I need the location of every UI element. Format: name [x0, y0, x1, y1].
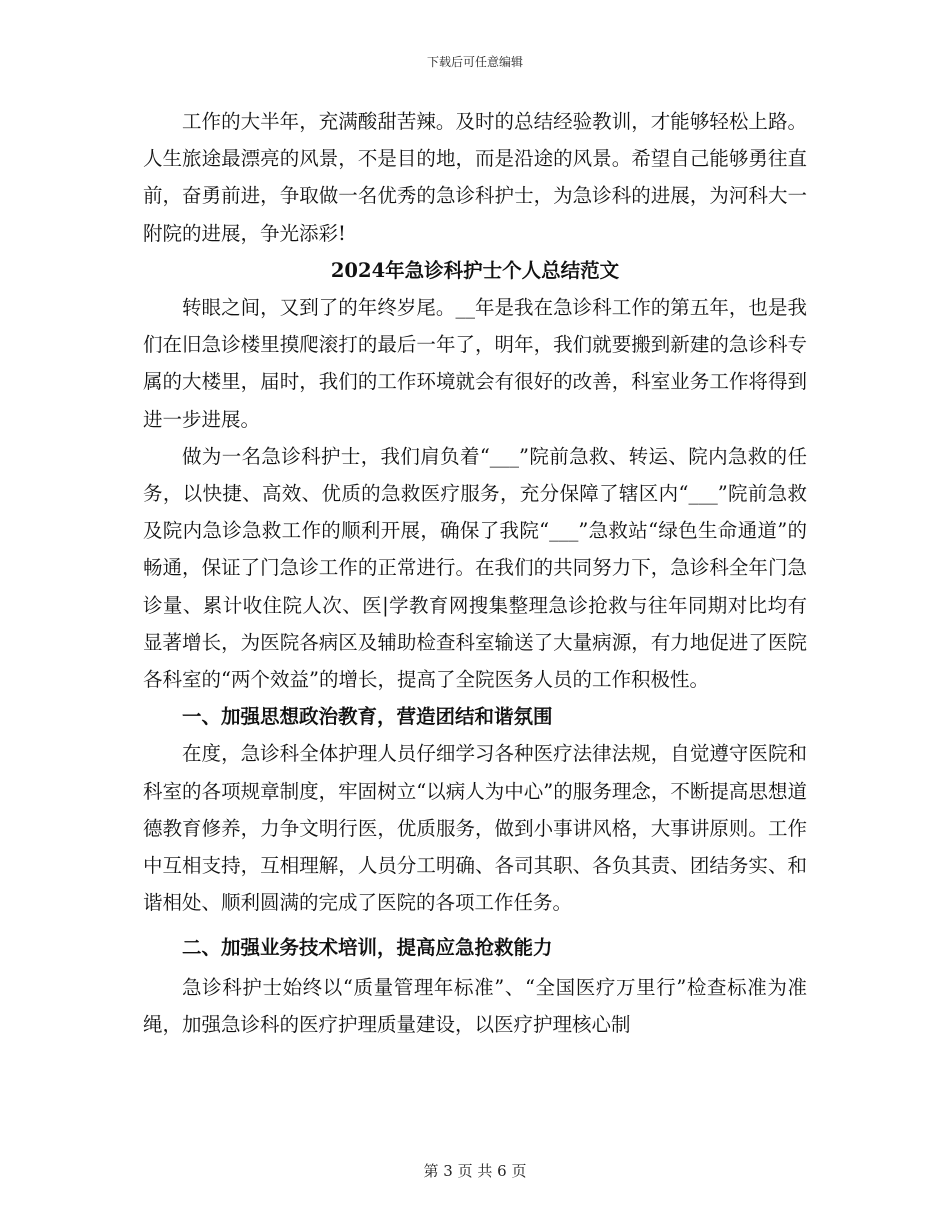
document-body [143, 103, 807, 1043]
paragraph-opening: 转眼之间，又到了的年终岁尾。__年是我在急诊科工作的第五年，也是我们在旧急诊楼里摸爬滚打的最后一年了，明年，我们就要搬到新建的急诊科专属的大楼里，届时，我们的工作环境就会有很好的改善，科室业务工作将得到进一步进展。 [143, 296, 807, 431]
page-header: 下载后可任意编辑 [426, 55, 523, 69]
paragraph-duties: 做为一名急诊科护士，我们肩负着“___”院前急救、转运、院内急救的任务，以快捷、高效、优质的急救医疗服务，充分保障了辖区内“___”院前急救及院内急诊急救工作的顺利开展，确保了我院“___”急救站“绿色生命通道”的畅通，保证了门急诊工作的正常进行。在我们的共同努力下，急诊科全年门急诊量、累计收住院人次、医|学教育网搜集整理急诊抢救与往年同期对比均有显著增长，为医院各病区及辅助检查科室输送了大量病源，有力地促进了医院各科室的“两个效益”的增长，提高了全院医务人员的工作积极性。 [143, 444, 807, 692]
document-title: 2024年急诊科护士个人总结范文 [330, 258, 620, 282]
section-heading-2: 二、加强业务技术培训，提高应急抢救能力 [182, 936, 553, 960]
section-heading-1: 一、加强思想政治教育，营造团结和谐氛围 [182, 705, 553, 729]
paragraph-intro: 工作的大半年，充满酸甜苦辣。及时的总结经验教训，才能够轻松上路。人生旅途最漂亮的风景，不是目的地，而是沿途的风景。希望自己能够勇往直前，奋勇前进，争取做一名优秀的急诊科护士，为急诊科的进展，为河科大一附院的进展，争光添彩! [143, 110, 807, 245]
paragraph-section-2: 急诊科护士始终以“质量管理年标准”、“全国医疗万里行”检查标准为准绳，加强急诊科的医疗护理质量建设，以医疗护理核心制 [143, 975, 807, 1036]
page-number: 第 3 页 共 6 页 [423, 1162, 527, 1180]
paragraph-section-1: 在度，急诊科全体护理人员仔细学习各种医疗法律法规，自觉遵守医院和科室的各项规章制度，牢固树立“以病人为中心”的服务理念，不断提高思想道德教育修养，力争文明行医，优质服务，做到小事讲风格，大事讲原则。工作中互相支持，互相理解，人员分工明确、各司其职、各负其责、团结务实、和谐相处、顺利圆满的完成了医院的各项工作任务。 [143, 742, 807, 915]
